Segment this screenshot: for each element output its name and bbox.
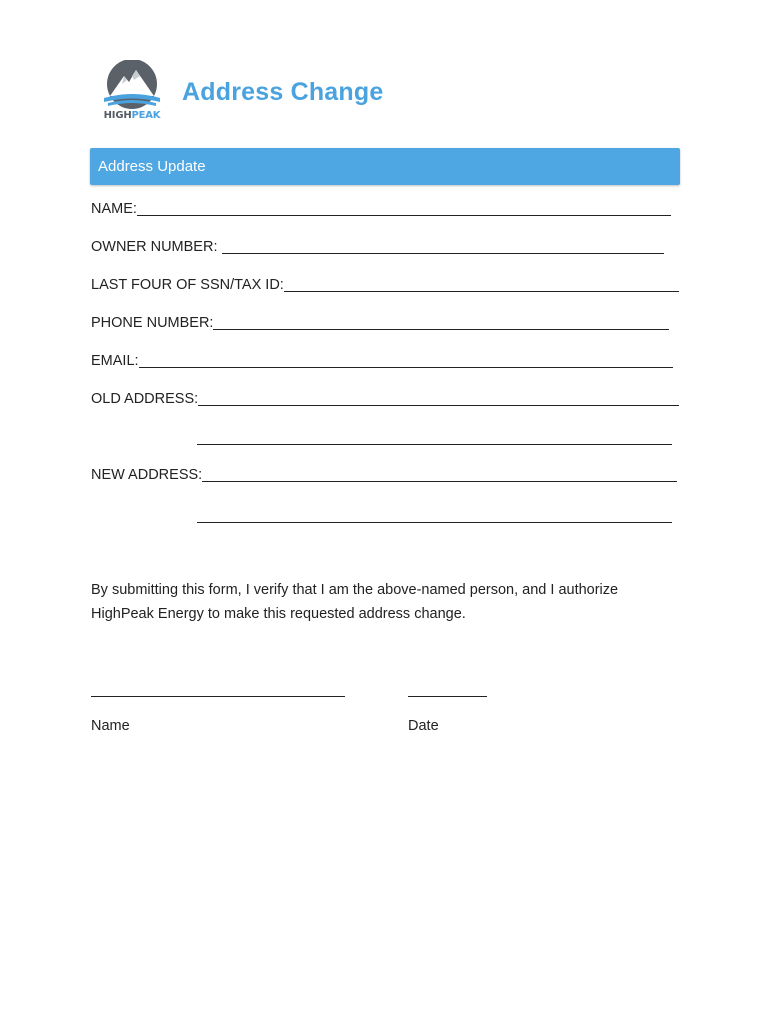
old-address-field[interactable] — [91, 391, 679, 407]
email-blank[interactable] — [139, 353, 673, 368]
signature-date-line[interactable] — [408, 696, 487, 697]
ssn-tax-id-blank[interactable] — [284, 277, 679, 292]
email-label: EMAIL: — [91, 353, 139, 369]
new-address-label: NEW ADDRESS: — [91, 467, 203, 483]
mountain-logo-icon — [96, 60, 168, 112]
owner-number-label: OWNER NUMBER: — [91, 239, 218, 255]
signature-name-label: Name — [91, 718, 130, 734]
old-address-label: OLD ADDRESS: — [91, 391, 199, 407]
signature-name-line[interactable] — [91, 696, 345, 697]
new-address-field[interactable] — [91, 467, 677, 483]
name-blank[interactable] — [137, 201, 671, 216]
authorization-statement: By submitting this form, I verify that I am the above-named person, and I authorize HighPeak Energy to make this requested address change. — [91, 582, 619, 622]
new-address-blank[interactable] — [202, 467, 677, 482]
section-title: Address Update — [98, 158, 206, 175]
highpeak-logo — [96, 60, 168, 130]
owner-number-field[interactable] — [91, 239, 664, 255]
email-field[interactable] — [91, 353, 673, 369]
section-header-bar — [90, 148, 680, 185]
new-address-second-line[interactable] — [197, 522, 672, 523]
ssn-tax-id-field[interactable] — [91, 277, 679, 293]
old-address-blank[interactable] — [198, 391, 679, 406]
phone-number-blank[interactable] — [213, 315, 669, 330]
phone-number-field[interactable] — [91, 315, 669, 331]
ssn-tax-id-label: LAST FOUR OF SSN/TAX ID: — [91, 277, 284, 293]
owner-number-blank[interactable] — [222, 239, 664, 254]
signature-date-label: Date — [408, 718, 439, 734]
phone-number-label: PHONE NUMBER: — [91, 315, 214, 331]
old-address-second-line[interactable] — [197, 444, 672, 445]
name-field[interactable] — [91, 201, 671, 217]
name-label: NAME: — [91, 201, 137, 217]
document-title: Address Change — [182, 78, 384, 106]
logo-wordmark: HIGHPEAK — [103, 110, 161, 121]
